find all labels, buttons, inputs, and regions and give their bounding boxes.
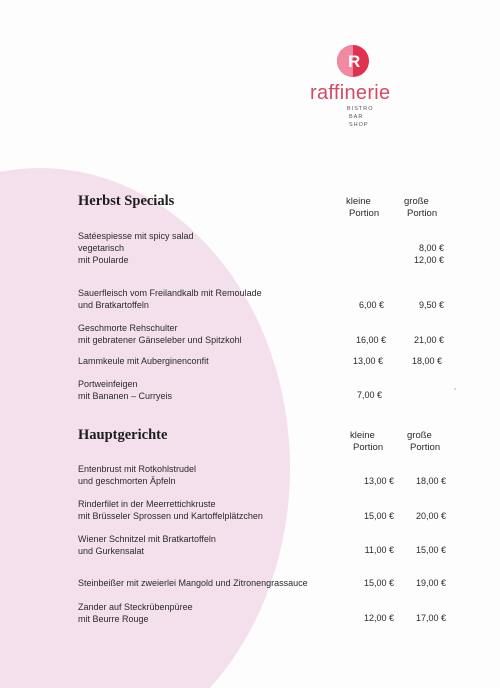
price-small: 6,00 € [358,300,384,310]
menu-item [78,577,308,589]
item-line: Zander auf Steckrübenpüree [78,602,193,612]
price-small: 7,00 € [356,390,382,400]
item-line: Wiener Schnitzel mit Bratkartoffeln [78,534,216,544]
price-small: 16,00 € [355,335,386,345]
raffinerie-logo-mark [336,44,370,78]
col-head-large-specials [404,196,437,220]
price-large: 18,00 € [415,476,446,486]
price-small: 11,00 € [364,545,394,555]
col-head-line: Portion [410,442,441,453]
price-large: 9,50 € [418,300,444,310]
price-large: 12,00 € [413,255,444,265]
menu-item [78,355,209,367]
item-line: mit Brüsseler Sprossen und Kartoffelplätzchen [78,511,263,521]
item-line: Lammkeule mit Auberginenconfit [78,356,209,366]
col-head-small-main [350,430,383,454]
col-head-large-main [407,430,440,454]
price-large: 21,00 € [413,335,444,345]
item-line: mit Bananen – Curryeis [78,391,173,401]
menu-item [78,463,196,487]
item-line: mit gebratener Gänseleber und Spitzkohl [78,335,242,345]
price-large: 15,00 € [415,545,446,555]
price-small: 15,00 € [363,578,394,588]
col-head-line: große [404,196,429,207]
col-head-line: kleine [346,196,371,207]
brand-sub-bar: BAR [349,114,364,120]
price-large: 18,00 € [411,356,442,366]
price-small: 15,00 € [363,511,394,521]
brand-sub-bistro: BISTRO [347,106,374,112]
item-line: vegetarisch [78,243,125,253]
item-line: mit Beurre Rouge [78,614,149,624]
item-line: mit Poularde [78,255,129,265]
price-small: 13,00 € [363,476,394,486]
menu-item [78,322,242,346]
section-title-main: Hauptgerichte [78,427,168,443]
col-head-line: Portion [407,208,438,219]
paper-speck [454,388,456,390]
col-head-line: Portion [353,442,384,453]
menu-item [78,378,172,402]
menu-item [78,533,216,557]
brand-logo [310,44,420,134]
section-title-specials: Herbst Specials [78,193,175,209]
item-line: Geschmorte Rehschulter [78,323,178,333]
menu-item [78,601,193,625]
brand-sub-shop: SHOP [349,122,369,128]
menu-item [78,230,194,266]
svg-text:R: R [348,52,361,71]
col-head-small-specials [346,196,379,220]
price-large: 20,00 € [415,511,446,521]
item-line: Rinderfilet in der Meerrettichkruste [78,499,216,509]
col-head-line: Portion [349,208,380,219]
item-line: und Gurkensalat [78,546,145,556]
item-line: und Bratkartoffeln [78,300,149,310]
col-head-line: kleine [350,430,375,441]
item-line: und geschmorten Äpfeln [78,476,176,486]
item-line: Entenbrust mit Rotkohlstrudel [78,464,197,474]
item-line: Portweinfeigen [78,379,138,389]
price-large: 19,00 € [415,578,446,588]
menu-item [78,287,262,311]
price-small: 13,00 € [352,356,383,366]
menu-item [78,498,263,522]
brand-name: raffinerie [310,82,391,104]
item-line: Sauerfleisch vom Freilandkalb mit Remoulade [78,288,262,298]
price-small: 12,00 € [363,613,394,623]
item-line: Steinbeißer mit zweierlei Mangold und Zitronengrassauce [78,578,308,588]
price-large: 8,00 € [418,243,444,253]
item-line: Satéespiesse mit spicy salad [78,231,194,241]
col-head-line: große [407,430,432,441]
price-large: 17,00 € [415,613,446,623]
